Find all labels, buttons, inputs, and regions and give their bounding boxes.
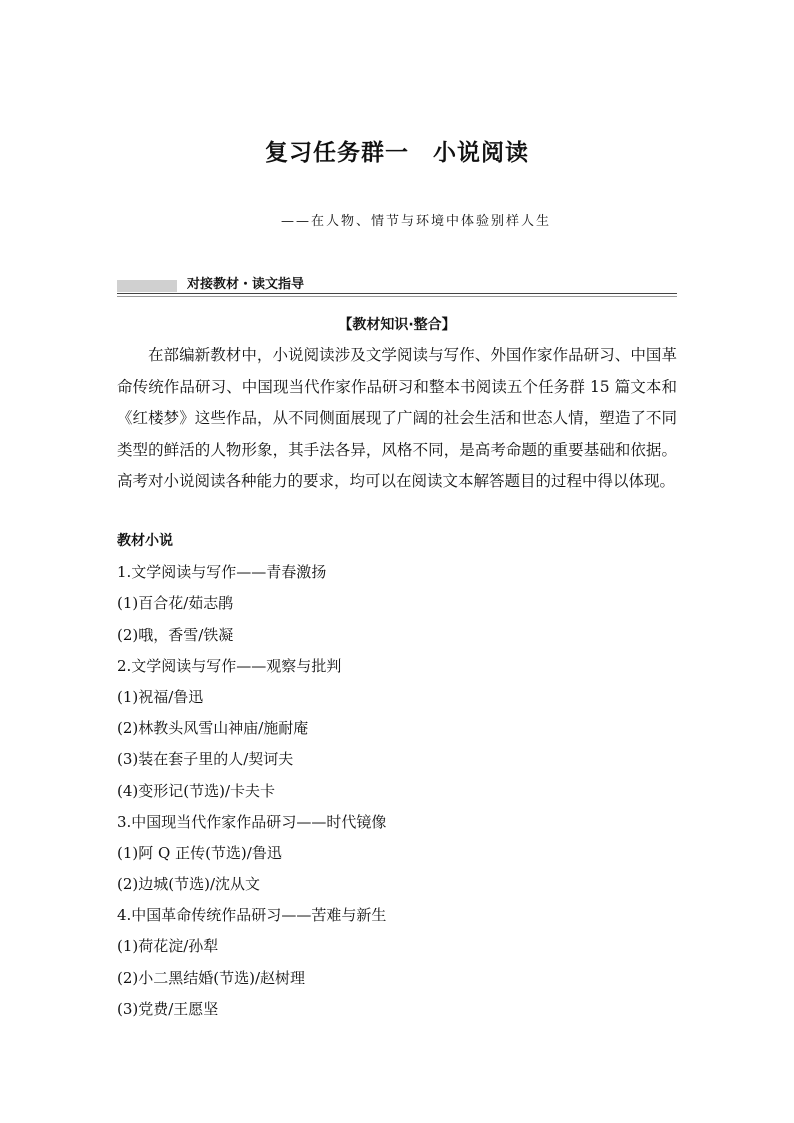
section-divider-bottom (117, 296, 677, 297)
section-marker-block (117, 280, 177, 292)
textbook-novel-list (117, 526, 677, 1025)
page-subtitle: ——在人物、情节与环境中体验别样人生 (281, 214, 552, 229)
intro-paragraph: 在部编新教材中，小说阅读涉及文学阅读与写作、外国作家作品研习、中国革命传统作品研习、中国现当代作家作品研习和整本书阅读五个任务群 15 篇文本和《红楼梦》这些作品，从不同侧面展现了广阔的社会生活和世态人情，塑造了不同类型的鲜活的人物形象，其手法各异，风格不同，是高考命题的重要基础和依据。高考对小说阅读各种能力的要求，均可以在阅读文本解答题目的过程中得以体现。 (117, 346, 677, 490)
list-item: (3)装在套子里的人/契诃夫 (117, 750, 294, 769)
section-divider-top (117, 293, 677, 294)
list-item: (3)党费/王愿坚 (117, 999, 219, 1018)
list-item: 1.文学阅读与写作——青春激扬 (117, 563, 327, 582)
section-header-bar (117, 276, 677, 296)
section-label: 对接教材・读文指导 (187, 277, 305, 292)
list-label: 教材小说 (117, 533, 173, 549)
list-item: (2)林教头风雪山神庙/施耐庵 (117, 719, 309, 738)
knowledge-heading: 【教材知识·整合】 (338, 317, 456, 333)
page-title: 复习任务群一 小说阅读 (265, 140, 529, 166)
list-item: (2)小二黑结婚(节选)/赵树理 (117, 968, 306, 987)
list-item: 4.中国革命传统作品研习——苦难与新生 (117, 906, 387, 925)
list-item: (1)阿 Q 正传(节选)/鲁迅 (117, 843, 282, 862)
list-item: (1)荷花淀/孙犁 (117, 937, 219, 956)
list-item: (4)变形记(节选)/卡夫卡 (117, 781, 276, 800)
list-item: 3.中国现当代作家作品研习——时代镜像 (117, 812, 387, 831)
list-item: 2.文学阅读与写作——观察与批判 (117, 656, 342, 675)
list-item: (1)祝福/鲁迅 (117, 687, 204, 706)
list-item: (1)百合花/茹志鹃 (117, 594, 234, 613)
list-item: (2)哦，香雪/铁凝 (117, 625, 234, 644)
list-item: (2)边城(节选)/沈从文 (117, 875, 261, 894)
